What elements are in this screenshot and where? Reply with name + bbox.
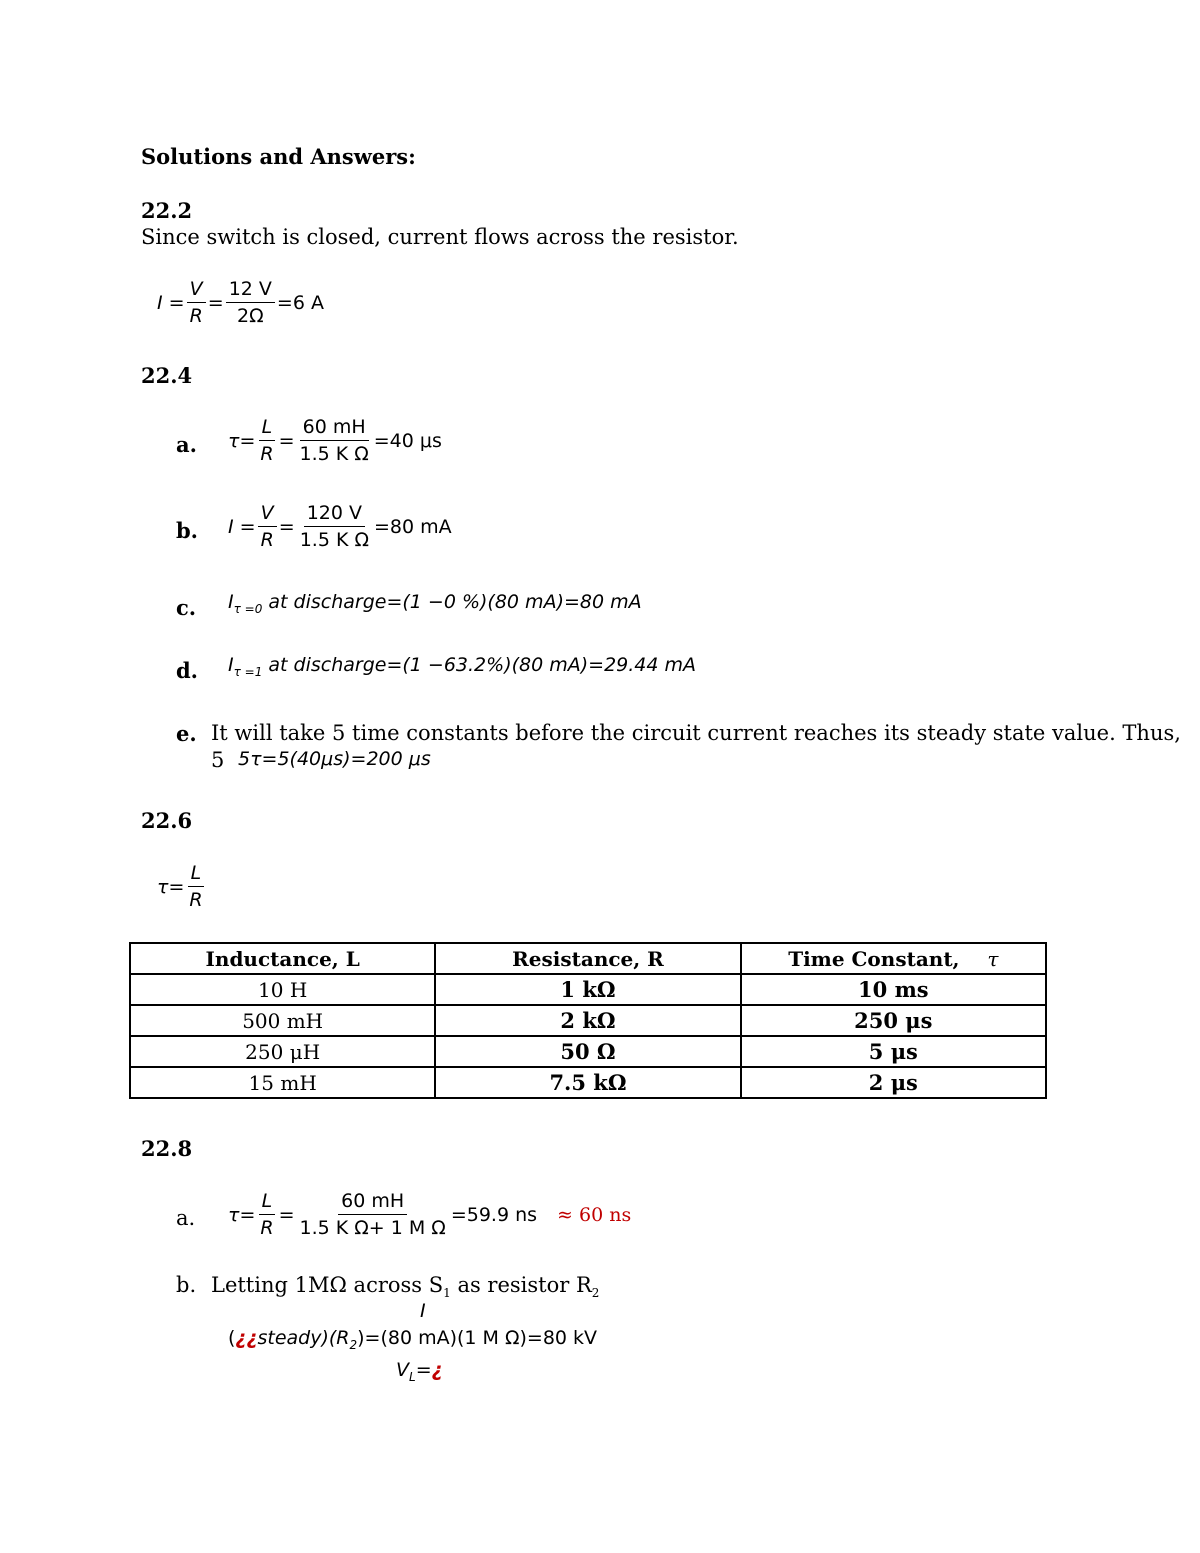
fraction-v-over-r: $\frac{V}{R}$ [187, 276, 206, 329]
problem-22-4-label: 22.4 [141, 363, 193, 388]
equation-22-8-b: $(¿¿steady)(R_2)=(80$ mA)(1 M Ω)=80 kV [228, 1327, 598, 1352]
table-row [130, 1036, 1046, 1067]
problem-22-2-text: Since switch is closed, current flows across the resistor. [141, 225, 739, 249]
equation-22-4-d: $I_{\tau =1}$ at discharge=(1 −63.2%)(80 mA)=29.44 mA [228, 654, 697, 679]
item-e-text: It will take 5 time constants before the circuit current reaches its steady state value. Thus, [211, 721, 1181, 745]
problem-22-6-label: 22.6 [141, 808, 193, 833]
cell-resistance: 7.5 kΩ [435, 1067, 740, 1098]
problem-22-8-label: 22.8 [141, 1136, 193, 1161]
table-row [130, 1067, 1046, 1098]
equation-22-4-c: $I_{\tau =0}$ at discharge=(1 −0 %)(80 mA)=80 mA [228, 591, 642, 616]
eq-lhs: I = [157, 291, 185, 314]
unknown-char: ¿ [431, 1359, 443, 1381]
cell-resistance: 1 kΩ [435, 974, 740, 1005]
problem-22-2-label: 22.2 [141, 198, 193, 223]
fraction-values: $\frac{12 V}{2\Omega}$ [226, 276, 275, 329]
table-row [130, 1005, 1046, 1036]
header-inductance: Inductance, L [130, 943, 435, 974]
cell-inductance: 250 μH [130, 1036, 435, 1067]
table-row [130, 974, 1046, 1005]
cell-time-constant: 5 μs [741, 1036, 1046, 1067]
item-e-prefix: 5 [211, 748, 225, 772]
equation-22-4-b: I = $\frac{V}{R}$ = $\frac{120 V}{\text{1.5 K Ω}}$ =80 mA [228, 502, 452, 551]
item-letter-a: a. [176, 432, 197, 457]
equation-vl: $V_L=¿$ [396, 1359, 443, 1384]
equation-22-8-a: τ= $\frac{L}{R}$ = $\frac{60 mH}{\text{1.5 K Ω+ 1 M Ω}}$ =59.9 ns ≈ 60 ns [228, 1190, 632, 1239]
eq-rhs: =6 A [276, 291, 324, 314]
time-constant-table [129, 942, 1047, 1099]
fraction-l-over-r: $\frac{L}{R}$ [260, 1190, 274, 1239]
item-b-text: Letting 1MΩ across $S_1$ as resistor $R_2$ [211, 1273, 600, 1301]
page-title: Solutions and Answers: [141, 144, 416, 169]
item-letter-b: b. [176, 518, 198, 543]
unknown-char: ¿¿ [235, 1327, 258, 1349]
header-resistance: Resistance, R [435, 943, 740, 974]
cell-resistance: 50 Ω [435, 1036, 740, 1067]
cell-time-constant: 2 μs [741, 1067, 1046, 1098]
approx-result: ≈ 60 ns [557, 1203, 632, 1226]
header-time-constant: Time Constant, τ [741, 943, 1046, 974]
equation-22-4-a: τ= $\frac{L}{R}$ = $\frac{60 mH}{\text{1.5 K Ω}}$ =40 μs [228, 416, 442, 465]
item-letter-c: c. [176, 595, 197, 620]
item-letter-a: a. [176, 1206, 196, 1230]
cell-inductance: 500 mH [130, 1005, 435, 1036]
fraction-values: $\frac{60 mH}{\text{1.5 K Ω+ 1 M Ω}}$ [299, 1190, 446, 1239]
cell-inductance: 15 mH [130, 1067, 435, 1098]
item-letter-d: d. [176, 658, 198, 683]
fraction-l-over-r: $\frac{L}{R}$ [189, 862, 203, 911]
eq-equals: = [207, 291, 224, 314]
cell-time-constant: 10 ms [741, 974, 1046, 1005]
item-letter-e: e. [176, 721, 197, 746]
equation-22-4-e: 5τ=5(40μs)=200 μs [238, 748, 431, 770]
table-header-row [130, 943, 1046, 974]
item-letter-b: b. [176, 1273, 197, 1297]
fraction-values: $\frac{60 mH}{\text{1.5 K Ω}}$ [299, 416, 369, 465]
fraction-v-over-r: $\frac{V}{R}$ [258, 500, 277, 553]
cell-time-constant: 250 μs [741, 1005, 1046, 1036]
over-symbol: I [420, 1300, 426, 1322]
fraction-values: $\frac{120 V}{\text{1.5 K Ω}}$ [299, 502, 369, 551]
fraction-l-over-r: $\frac{L}{R}$ [260, 416, 274, 465]
equation-22-6: τ= $\frac{L}{R}$ [157, 860, 208, 913]
equation-22-2 [157, 276, 324, 329]
cell-inductance: 10 H [130, 974, 435, 1005]
cell-resistance: 2 kΩ [435, 1005, 740, 1036]
